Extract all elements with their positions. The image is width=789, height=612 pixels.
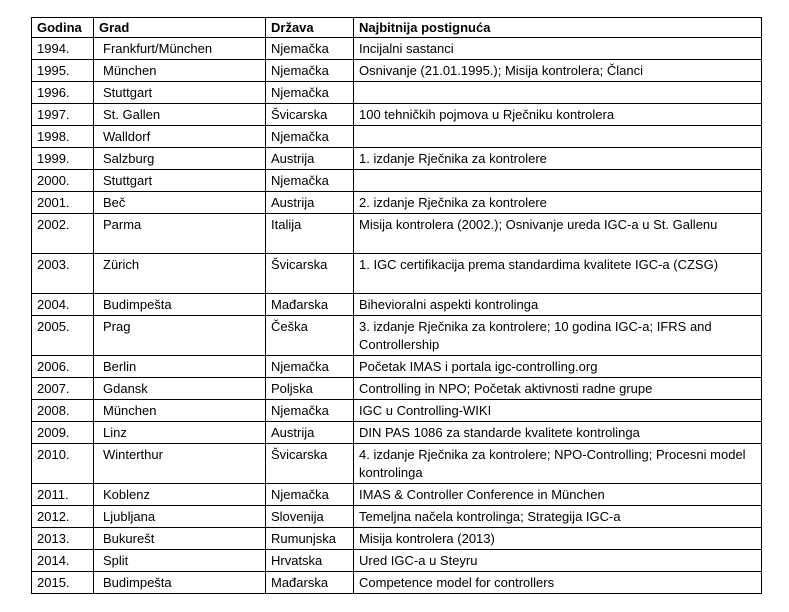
table-row [32,60,762,82]
year-cell: 2001. [32,192,94,214]
achievements-cell [354,170,762,192]
country-cell: Slovenija [266,506,354,528]
country-cell: Austrija [266,192,354,214]
country-cell: Austrija [266,148,354,170]
achievements-cell: Competence model for controllers [354,572,762,594]
year-cell: 2000. [32,170,94,192]
table-row [32,550,762,572]
header-row [32,18,762,38]
city-cell: Salzburg [94,148,266,170]
city-cell: Linz [94,422,266,444]
table-row [32,148,762,170]
table-row [32,316,762,356]
city-cell: Beč [94,192,266,214]
country-cell: Hrvatska [266,550,354,572]
country-cell: Njemačka [266,400,354,422]
table-row [32,572,762,594]
country-cell: Poljska [266,378,354,400]
achievements-cell: Ured IGC-a u Steyru [354,550,762,572]
city-cell: Budimpešta [94,294,266,316]
country-cell: Njemačka [266,126,354,148]
achievements-cell: Bihevioralni aspekti kontrolinga [354,294,762,316]
table-row [32,294,762,316]
city-cell: Parma [94,214,266,254]
year-cell: 2011. [32,484,94,506]
table-row [32,104,762,126]
year-cell: 2007. [32,378,94,400]
year-cell: 1994. [32,38,94,60]
achievements-cell: Osnivanje (21.01.1995.); Misija kontrolera; Članci [354,60,762,82]
table-row [32,506,762,528]
table-row [32,484,762,506]
header-achievements: Najbitnija postignuća [354,18,762,38]
achievements-cell: Controlling in NPO; Početak aktivnosti radne grupe [354,378,762,400]
table-row [32,214,762,254]
year-cell: 2012. [32,506,94,528]
city-cell: Budimpešta [94,572,266,594]
year-cell: 2004. [32,294,94,316]
achievements-cell: Temeljna načela kontrolinga; Strategija IGC-a [354,506,762,528]
header-city: Grad [94,18,266,38]
city-cell: München [94,400,266,422]
achievements-cell: 100 tehničkih pojmova u Rječniku kontrolera [354,104,762,126]
year-cell: 1998. [32,126,94,148]
table-row [32,192,762,214]
igc-history-table [31,17,762,594]
country-cell: Mađarska [266,294,354,316]
country-cell: Njemačka [266,82,354,104]
table-row [32,400,762,422]
country-cell: Austrija [266,422,354,444]
year-cell: 2002. [32,214,94,254]
city-cell: Ljubljana [94,506,266,528]
country-cell: Rumunjska [266,528,354,550]
achievements-cell: Misija kontrolera (2013) [354,528,762,550]
city-cell: Stuttgart [94,170,266,192]
city-cell: Gdansk [94,378,266,400]
year-cell: 1996. [32,82,94,104]
header-year: Godina [32,18,94,38]
achievements-cell: Početak IMAS i portala igc-controlling.org [354,356,762,378]
achievements-cell: IMAS & Controller Conference in München [354,484,762,506]
city-cell: Split [94,550,266,572]
table-row [32,528,762,550]
achievements-cell: 3. izdanje Rječnika za kontrolere; 10 godina IGC-a; IFRS and Controllership [354,316,762,356]
achievements-cell: Incijalni sastanci [354,38,762,60]
table-row [32,82,762,104]
country-cell: Italija [266,214,354,254]
achievements-cell: 4. izdanje Rječnika za kontrolere; NPO-Controlling; Procesni model kontrolinga [354,444,762,484]
year-cell: 1995. [32,60,94,82]
country-cell: Češka [266,316,354,356]
year-cell: 2013. [32,528,94,550]
city-cell: Winterthur [94,444,266,484]
country-cell: Švicarska [266,254,354,294]
table-row [32,254,762,294]
table-row [32,422,762,444]
achievements-cell: 1. IGC certifikacija prema standardima kvalitete IGC-a (CZSG) [354,254,762,294]
table-row [32,170,762,192]
table-row [32,356,762,378]
country-cell: Njemačka [266,356,354,378]
city-cell: Bukurešt [94,528,266,550]
year-cell: 2006. [32,356,94,378]
table-row [32,126,762,148]
city-cell: Walldorf [94,126,266,148]
city-cell: Berlin [94,356,266,378]
year-cell: 2005. [32,316,94,356]
table-row [32,38,762,60]
year-cell: 2015. [32,572,94,594]
country-cell: Njemačka [266,484,354,506]
city-cell: Koblenz [94,484,266,506]
city-cell: Stuttgart [94,82,266,104]
achievements-cell: IGC u Controlling-WIKI [354,400,762,422]
city-cell: Zürich [94,254,266,294]
city-cell: München [94,60,266,82]
achievements-cell: Misija kontrolera (2002.); Osnivanje ureda IGC-a u St. Gallenu [354,214,762,254]
year-cell: 2003. [32,254,94,294]
city-cell: Prag [94,316,266,356]
country-cell: Mađarska [266,572,354,594]
achievements-cell: 1. izdanje Rječnika za kontrolere [354,148,762,170]
country-cell: Njemačka [266,170,354,192]
table-row [32,378,762,400]
year-cell: 2009. [32,422,94,444]
country-cell: Njemačka [266,60,354,82]
achievements-cell [354,82,762,104]
country-cell: Njemačka [266,38,354,60]
table-row [32,444,762,484]
year-cell: 1997. [32,104,94,126]
header-country: Država [266,18,354,38]
year-cell: 2014. [32,550,94,572]
achievements-cell: DIN PAS 1086 za standarde kvalitete kontrolinga [354,422,762,444]
year-cell: 2010. [32,444,94,484]
achievements-cell: 2. izdanje Rječnika za kontrolere [354,192,762,214]
city-cell: Frankfurt/München [94,38,266,60]
country-cell: Švicarska [266,444,354,484]
year-cell: 1999. [32,148,94,170]
achievements-cell [354,126,762,148]
city-cell: St. Gallen [94,104,266,126]
country-cell: Švicarska [266,104,354,126]
year-cell: 2008. [32,400,94,422]
